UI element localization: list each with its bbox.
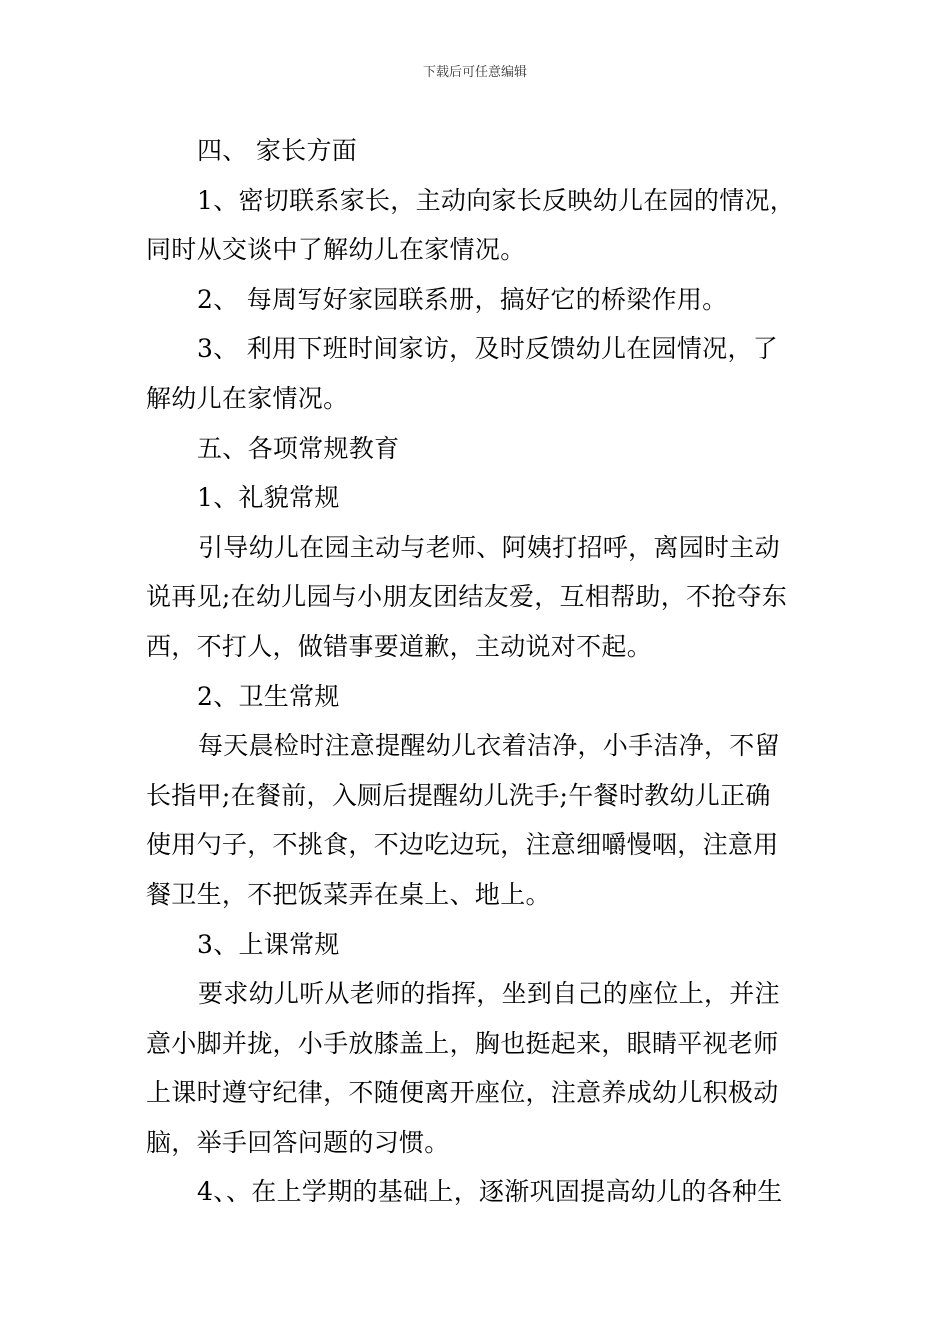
document-body [146,126,810,1217]
paragraph-line: 2、 每周写好家园联系册，搞好它的桥梁作用。 [197,284,728,314]
paragraph-line: 上课时遵守纪律，不随便离开座位，注意养成幼儿积极动 [146,1078,779,1108]
paragraph-line: 长指甲;在餐前，入厕后提醒幼儿洗手;午餐时教幼儿正确 [146,780,771,810]
subheading-class: 3、上课常规 [197,929,340,959]
paragraph-line: 使用勺子，不挑食，不边吃边玩，注意细嚼慢咽，注意用 [146,830,779,860]
paragraph-line: 餐卫生，不把饭菜弄在桌上、地上。 [146,879,551,909]
paragraph-line: 说再见;在幼儿园与小朋友团结友爱，互相帮助，不抢夺东 [146,582,788,612]
paragraph-line: 4、、在上学期的基础上，逐渐巩固提高幼儿的各种生 [197,1177,783,1207]
section-heading-routines: 五、各项常规教育 [197,433,400,463]
paragraph-line: 解幼儿在家情况。 [146,383,349,413]
subheading-hygiene: 2、卫生常规 [197,681,340,711]
section-heading-parents: 四、 家长方面 [197,136,358,165]
paragraph-line: 西，不打人，做错事要道歉，主动说对不起。 [146,631,653,661]
subheading-manners: 1、礼貌常规 [197,483,340,513]
paragraph-line: 每天晨检时注意提醒幼儿衣着洁净，小手洁净，不留 [198,731,780,761]
paragraph-line: 意小脚并拢，小手放膝盖上，胸也挺起来，眼睛平视老师 [146,1028,779,1058]
paragraph-line: 1、密切联系家长，主动向家长反映幼儿在园的情况， [197,185,796,215]
paragraph-line: 同时从交谈中了解幼儿在家情况。 [146,235,526,265]
paragraph-line: 要求幼儿听从老师的指挥，坐到自己的座位上，并注 [198,979,780,1009]
page-header: 下载后可任意编辑 [422,65,527,80]
paragraph-line: 脑，举手回答问题的习惯。 [146,1127,450,1157]
paragraph-line: 3、 利用下班时间家访，及时反馈幼儿在园情况，了 [197,334,779,364]
paragraph-line: 引导幼儿在园主动与老师、阿姨打招呼，离园时主动 [198,532,780,562]
